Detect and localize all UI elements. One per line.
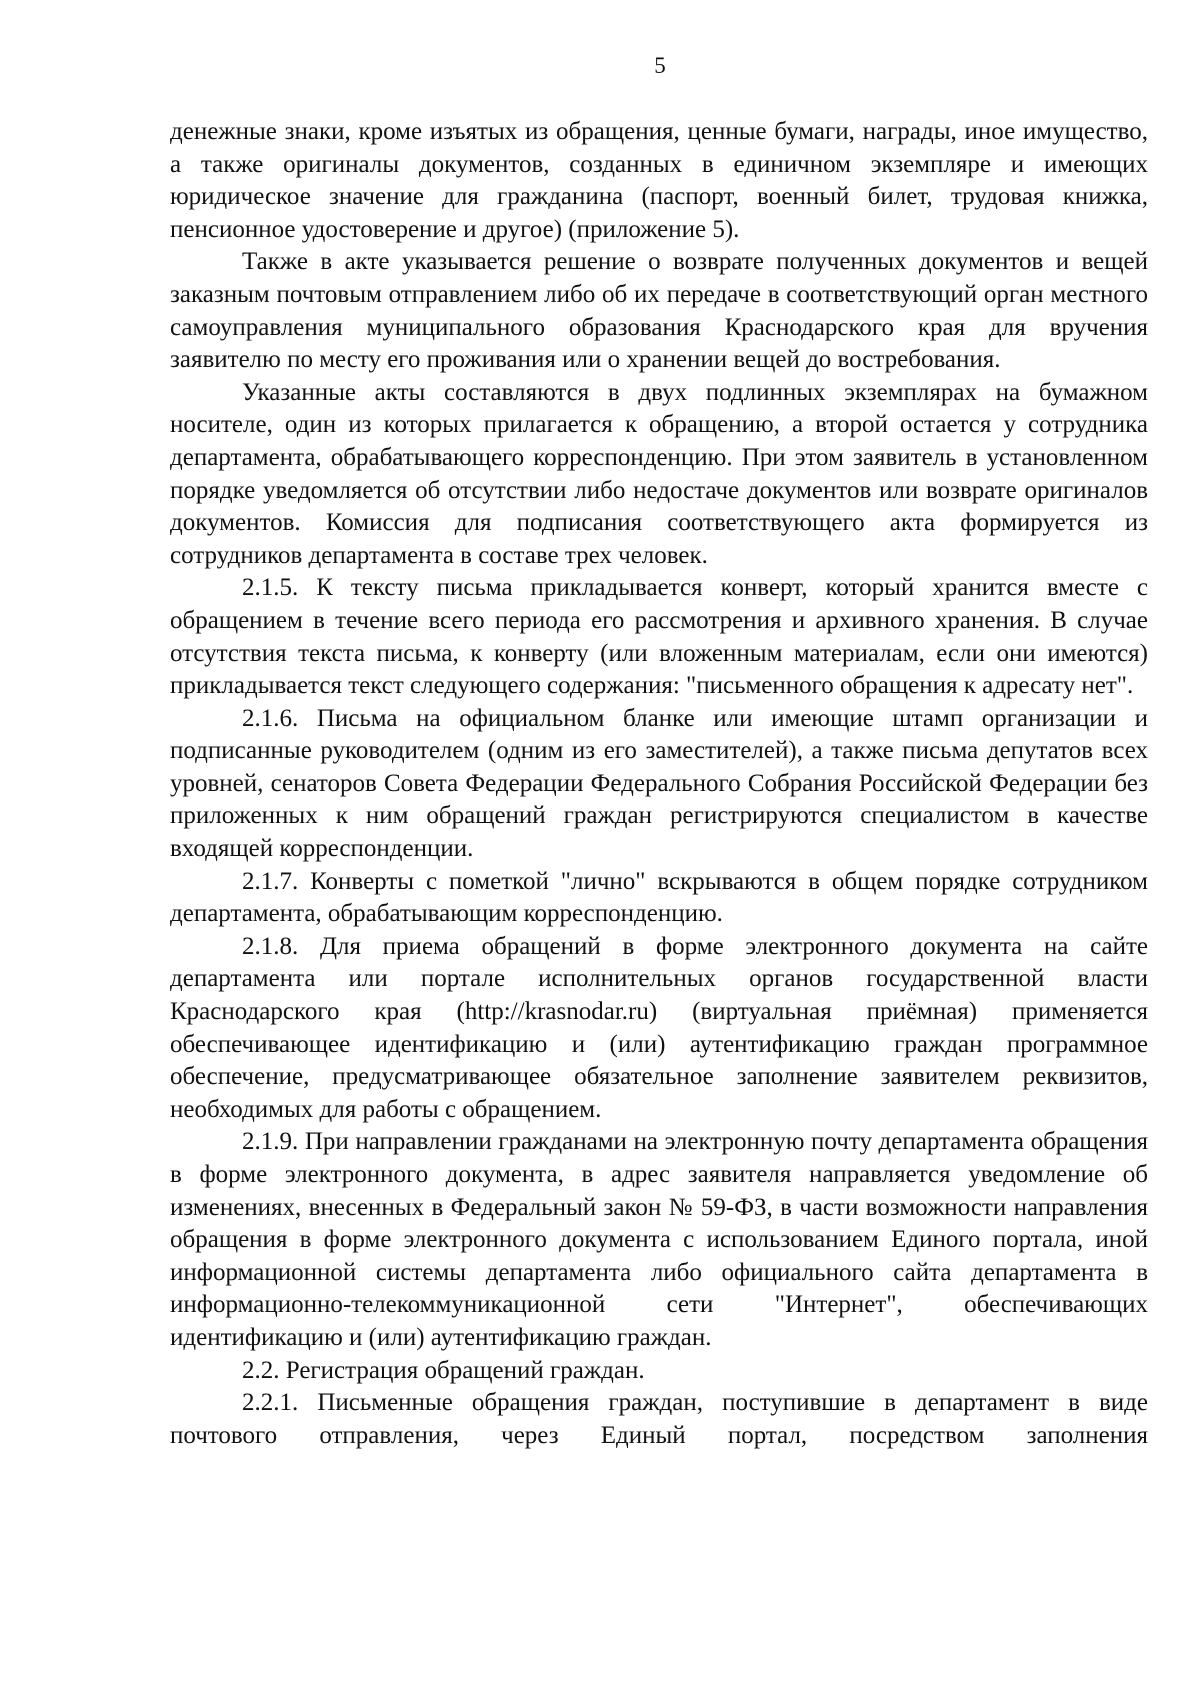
paragraph: 2.1.9. При направлении гражданами на электронную почту департамента обращения в форме электронного документа, в адрес заявителя направляется уведомление об изменениях, внесенных в Федеральный закон № 59-ФЗ, в части возможности направления обращения в форме электронного документа с использованием Единого портала, иной информационной системы департамента либо официального сайта департамента в информационно-телекоммуникационной сети "Интернет", обеспечивающих идентификацию и (или) аутентификацию граждан. bbox=[170, 1128, 1148, 1351]
page-number: 5 bbox=[654, 53, 666, 78]
document-body bbox=[170, 116, 1148, 1452]
paragraph: 2.1.5. К тексту письма прикладывается конверт, который хранится вместе с обращением в течение всего периода его рассмотрения и архивного хранения. В случае отсутствия текста письма, к конверту (или вложенным материалам, если они имеются) прикладывается текст следующего содержания: "письменного обращения к адресату нет". bbox=[170, 574, 1148, 700]
paragraph: 2.2. Регистрация обращений граждан. bbox=[242, 1356, 645, 1384]
paragraph: 2.1.6. Письма на официальном бланке или имеющие штамп организации и подписанные руководителем (одним из его заместителей), а также письма депутатов всех уровней, сенаторов Совета Федерации Федерального Собрания Российской Федерации без приложенных к ним обращений граждан регистрируются специалистом в качестве входящей корреспонденции. bbox=[170, 704, 1148, 863]
paragraph: Также в акте указывается решение о возврате полученных документов и вещей заказным почтовым отправлением либо об их передаче в соответствующий орган местного самоуправления муниципального образования Краснодарского края для вручения заявителю по месту его проживания или о хранении вещей до востребования. bbox=[170, 248, 1148, 374]
paragraph: 2.2.1. Письменные обращения граждан, поступившие в департамент в виде почтового отправления, через Единый портал, посредством заполнения bbox=[170, 1389, 1148, 1449]
paragraph: 2.1.7. Конверты с пометкой "лично" вскрываются в общем порядке сотрудником департамента, обрабатывающим корреспонденцию. bbox=[170, 867, 1148, 928]
paragraph: 2.1.8. Для приема обращений в форме электронного документа на сайте департамента или портале исполнительных органов государственной власти Краснодарского края (http://krasnodar.ru) (виртуальная приёмная) применяется обеспечивающее идентификацию и (или) аутентификацию граждан программное обеспечение, предусматривающее обязательное заполнение заявителем реквизитов, необходимых для работы с обращением. bbox=[170, 932, 1148, 1123]
paragraph: денежные знаки, кроме изъятых из обращения, ценные бумаги, награды, иное имущество, а также оригиналы документов, созданных в единичном экземпляре и имеющих юридическое значение для гражданина (паспорт, военный билет, трудовая книжка, пенсионное удостоверение и другое) (приложение 5). bbox=[170, 118, 1148, 243]
paragraph: Указанные акты составляются в двух подлинных экземплярах на бумажном носителе, один из которых прилагается к обращению, а второй остается у сотрудника департамента, обрабатывающего корреспонденцию. При этом заявитель в установленном порядке уведомляется об отсутствии либо недостаче документов или возврате оригиналов документов. Комиссия для подписания соответствующего акта формируется из сотрудников департамента в составе трех человек. bbox=[170, 378, 1148, 569]
